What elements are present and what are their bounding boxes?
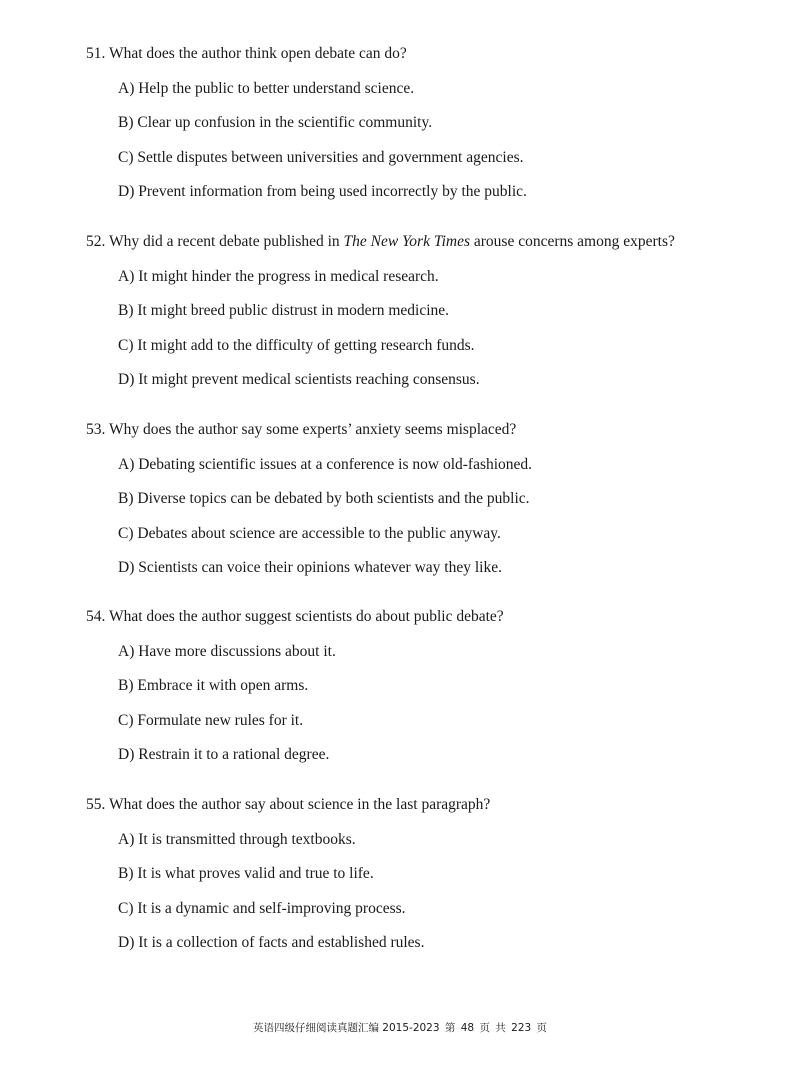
option-b: B) Clear up confusion in the scientific community. <box>118 114 433 131</box>
option-a: A) It is transmitted through textbooks. <box>118 830 356 848</box>
option-c: C) Debates about science are accessible to the public anyway. <box>118 524 501 542</box>
question-stem: 54. What does the author suggest scientists do about public debate? <box>86 608 504 625</box>
total-pages: 223 <box>511 1022 532 1034</box>
question-52 <box>86 232 786 390</box>
option-d: D) It might prevent medical scientists reaching consensus. <box>118 371 480 388</box>
option-b: B) It might breed public distrust in modern medicine. <box>118 302 450 319</box>
question-55 <box>86 795 786 953</box>
option-b: B) Embrace it with open arms. <box>118 677 309 694</box>
option-d: D) Prevent information from being used incorrectly by the public. <box>118 183 527 200</box>
option-c: C) Formulate new rules for it. <box>118 711 304 729</box>
question-stem: 55. What does the author say about science in the last paragraph? <box>86 796 491 813</box>
question-54 <box>86 607 786 765</box>
question-51 <box>86 44 786 202</box>
option-c: C) It might add to the difficulty of getting research funds. <box>118 336 475 354</box>
option-c: C) It is a dynamic and self-improving process. <box>118 899 406 917</box>
option-d: D) Restrain it to a rational degree. <box>118 746 330 763</box>
option-a: A) Have more discussions about it. <box>118 642 336 660</box>
option-a: A) Debating scientific issues at a conference is now old-fashioned. <box>118 455 533 473</box>
question-stem: 52. Why did a recent debate published in The New York Times arouse concerns among experts? <box>86 233 675 250</box>
footer-title: 英语四级仔细阅读真题汇编 2015-2023 <box>252 1022 440 1034</box>
option-d: D) It is a collection of facts and established rules. <box>118 934 425 951</box>
question-stem: 53. Why does the author say some experts’ anxiety seems misplaced? <box>86 421 517 438</box>
option-b: B) It is what proves valid and true to life. <box>118 865 374 882</box>
page-number: 48 <box>460 1022 475 1034</box>
question-53 <box>86 420 786 578</box>
option-a: A) It might hinder the progress in medical research. <box>118 267 439 285</box>
page-footer: 英语四级仔细阅读真题汇编 2015-2023 第 48 页 共 223 页 <box>252 1022 548 1034</box>
option-b: B) Diverse topics can be debated by both scientists and the public. <box>118 490 530 507</box>
option-c: C) Settle disputes between universities and government agencies. <box>118 148 524 166</box>
option-d: D) Scientists can voice their opinions whatever way they like. <box>118 559 502 576</box>
newspaper-title: The New York Times <box>343 233 471 250</box>
question-stem: 51. What does the author think open debate can do? <box>86 45 407 62</box>
option-a: A) Help the public to better understand science. <box>118 79 415 97</box>
